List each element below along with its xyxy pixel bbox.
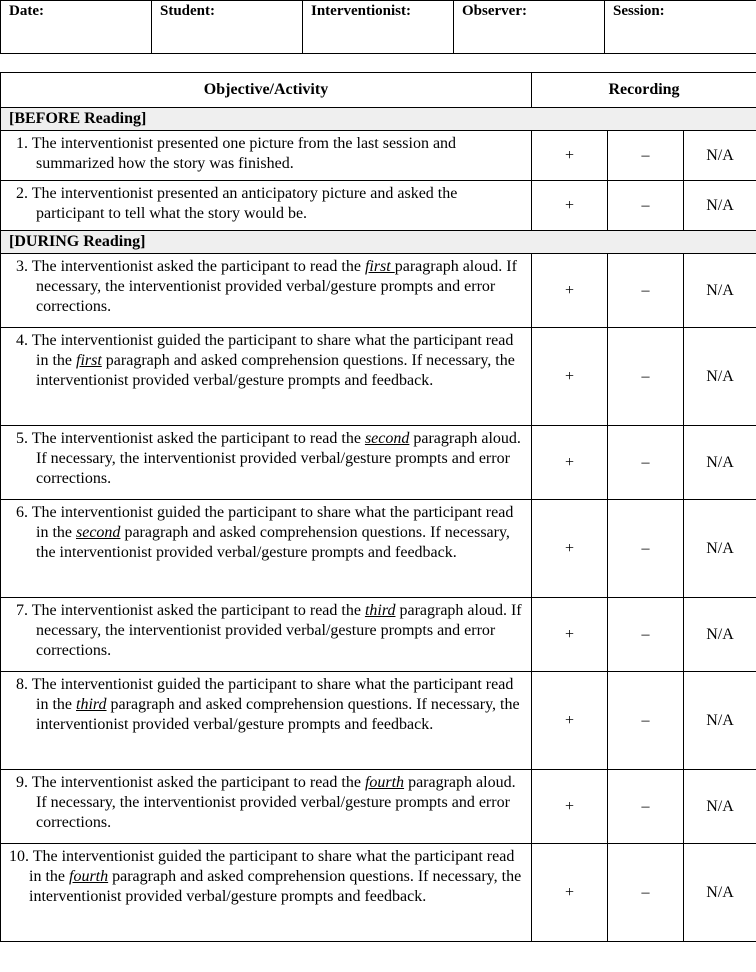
recording-column-header: Recording — [532, 73, 756, 108]
plus-option[interactable]: + — [532, 131, 608, 181]
item-text: The interventionist guided the participant to share what the participant read in the — [31, 332, 514, 369]
item-description — [1, 181, 532, 231]
item-number: 6. — [16, 504, 28, 521]
objective-column-header: Objective/Activity — [1, 73, 532, 108]
item-text: The interventionist guided the participant to share what the participant read in the — [29, 848, 515, 885]
minus-option[interactable]: – — [608, 598, 684, 672]
item-text-continued: paragraph aloud. If necessary, the interventionist provided verbal/gesture prompts and error corrections. — [36, 258, 517, 315]
checklist-item-row — [1, 131, 756, 181]
minus-option[interactable]: – — [608, 131, 684, 181]
checklist-item-row — [1, 500, 756, 598]
na-option[interactable]: N/A — [684, 328, 756, 426]
item-emphasis: first — [364, 258, 395, 275]
plus-option[interactable]: + — [532, 426, 608, 500]
plus-option[interactable]: + — [532, 500, 608, 598]
item-emphasis: fourth — [69, 868, 109, 885]
checklist-item-row — [1, 672, 756, 770]
na-option[interactable]: N/A — [684, 672, 756, 770]
item-description — [1, 598, 532, 672]
date-label: Date: — [9, 3, 44, 19]
plus-option[interactable]: + — [532, 672, 608, 770]
plus-option[interactable]: + — [532, 254, 608, 328]
na-option[interactable]: N/A — [684, 598, 756, 672]
item-text-continued: paragraph and asked comprehension questions. If necessary, the interventionist provided verbal/gesture prompts and feedback. — [36, 352, 515, 389]
session-field[interactable] — [605, 1, 756, 54]
na-option[interactable]: N/A — [684, 770, 756, 844]
item-description — [1, 328, 532, 426]
item-description — [1, 426, 532, 500]
item-number: 10. — [9, 848, 29, 865]
item-description — [1, 770, 532, 844]
item-text: The interventionist asked the participant to read the — [31, 602, 365, 619]
item-description — [1, 254, 532, 328]
checklist-item-row — [1, 844, 756, 942]
item-text-continued: paragraph aloud. If necessary, the interventionist provided verbal/gesture prompts and error corrections. — [36, 602, 522, 659]
item-text: The interventionist guided the participant to share what the participant read in the — [31, 504, 514, 541]
item-number: 3. — [16, 258, 28, 275]
item-text: The interventionist asked the participant to read the — [31, 774, 365, 791]
minus-option[interactable]: – — [608, 426, 684, 500]
checklist-item-row — [1, 181, 756, 231]
item-text: The interventionist presented one picture from the last session and summarized how the story was finished. — [31, 135, 457, 172]
checklist-item-row — [1, 254, 756, 328]
minus-option[interactable]: – — [608, 672, 684, 770]
minus-option[interactable]: – — [608, 500, 684, 598]
item-description — [1, 672, 532, 770]
item-emphasis: second — [76, 524, 121, 541]
column-header-row — [1, 73, 756, 108]
section-row — [1, 108, 756, 131]
minus-option[interactable]: – — [608, 770, 684, 844]
minus-option[interactable]: – — [608, 844, 684, 942]
item-text: The interventionist asked the participant to read the — [31, 258, 365, 275]
fidelity-checklist-table — [0, 72, 756, 942]
observer-field[interactable] — [454, 1, 605, 54]
na-option[interactable]: N/A — [684, 500, 756, 598]
item-emphasis: third — [364, 602, 396, 619]
item-text-continued: paragraph and asked comprehension questions. If necessary, the interventionist provided verbal/gesture prompts and feedback. — [29, 868, 522, 905]
item-text-continued: paragraph aloud. If necessary, the interventionist provided verbal/gesture prompts and error corrections. — [36, 430, 521, 487]
item-number: 2. — [16, 185, 28, 202]
item-emphasis: third — [76, 696, 107, 713]
item-emphasis: first — [76, 352, 102, 369]
student-field[interactable] — [152, 1, 303, 54]
section-row — [1, 231, 756, 254]
item-text-continued: paragraph and asked comprehension questions. If necessary, the interventionist provided verbal/gesture prompts and feedback. — [36, 524, 510, 561]
na-option[interactable]: N/A — [684, 844, 756, 942]
item-number: 5. — [16, 430, 28, 447]
section-title: [DURING Reading] — [1, 231, 756, 254]
item-description — [1, 131, 532, 181]
item-emphasis: second — [364, 430, 410, 447]
minus-option[interactable]: – — [608, 328, 684, 426]
plus-option[interactable]: + — [532, 328, 608, 426]
na-option[interactable]: N/A — [684, 426, 756, 500]
item-text: The interventionist presented an anticipatory picture and asked the participant to tell what the story would be. — [31, 185, 458, 222]
section-title: [BEFORE Reading] — [1, 108, 756, 131]
observer-label: Observer: — [462, 3, 527, 19]
na-option[interactable]: N/A — [684, 181, 756, 231]
item-description — [1, 844, 532, 942]
na-option[interactable]: N/A — [684, 254, 756, 328]
plus-option[interactable]: + — [532, 181, 608, 231]
student-label: Student: — [160, 3, 216, 19]
plus-option[interactable]: + — [532, 598, 608, 672]
item-description — [1, 500, 532, 598]
minus-option[interactable]: – — [608, 181, 684, 231]
date-field[interactable] — [1, 1, 152, 54]
item-number: 8. — [16, 676, 28, 693]
item-number: 4. — [16, 332, 28, 349]
plus-option[interactable]: + — [532, 770, 608, 844]
item-text-continued: paragraph aloud. If necessary, the interventionist provided verbal/gesture prompts and error corrections. — [36, 774, 516, 831]
item-number: 7. — [16, 602, 28, 619]
interventionist-field[interactable] — [303, 1, 454, 54]
header-row — [1, 1, 756, 54]
interventionist-label: Interventionist: — [311, 3, 411, 19]
checklist-item-row — [1, 598, 756, 672]
item-text-continued: paragraph and asked comprehension questions. If necessary, the interventionist provided verbal/gesture prompts and feedback. — [36, 696, 520, 733]
checklist-item-row — [1, 770, 756, 844]
item-text: The interventionist asked the participant to read the — [31, 430, 365, 447]
checklist-item-row — [1, 328, 756, 426]
session-label: Session: — [613, 3, 665, 19]
item-number: 1. — [16, 135, 28, 152]
session-header-table — [0, 0, 756, 54]
na-option[interactable]: N/A — [684, 131, 756, 181]
minus-option[interactable]: – — [608, 254, 684, 328]
item-emphasis: fourth — [364, 774, 405, 791]
plus-option[interactable]: + — [532, 844, 608, 942]
item-text: The interventionist guided the participant to share what the participant read in the — [31, 676, 514, 713]
checklist-item-row — [1, 426, 756, 500]
item-number: 9. — [16, 774, 28, 791]
